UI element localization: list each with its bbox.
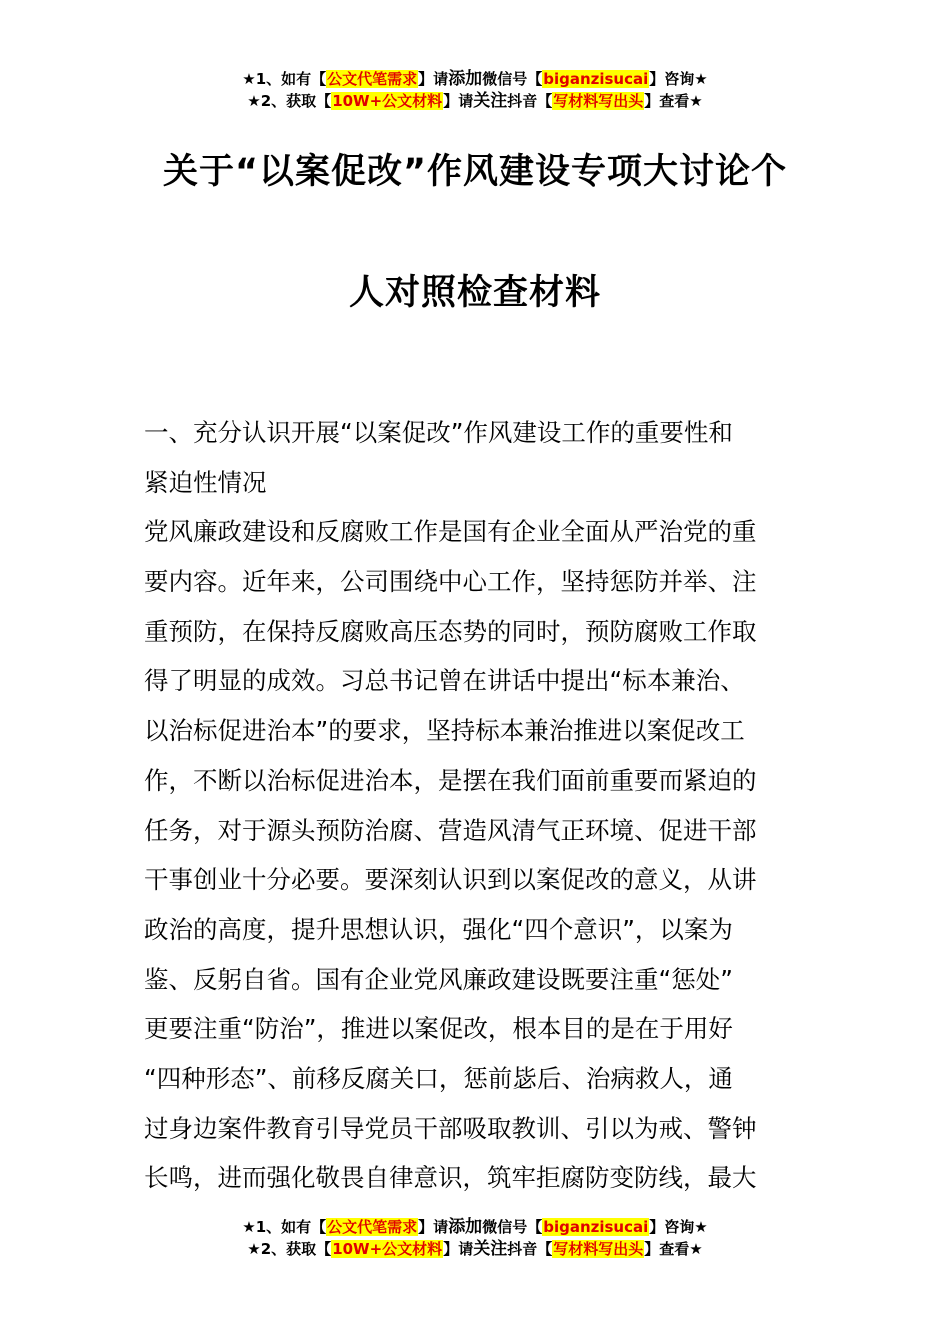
document-title-line-1: 关于“以案促改”作风建设专项大讨论个 (162, 152, 787, 192)
body-line: 作，不断以治标促进治本，是摆在我们面前重要而紧迫的 (144, 765, 757, 795)
banner-text: 】请 (443, 1240, 474, 1258)
banner-highlight: 写材料写出头 (553, 92, 644, 110)
body-line: 党风廉政建设和反腐败工作是国有企业全面从严治党的重 (144, 517, 757, 547)
body-line: “四种形态”、前移反腐关口，惩前毖后、治病救人，通 (144, 1063, 733, 1093)
banner-highlight: biganzisucai (543, 1218, 649, 1236)
body-line: 干事创业十分必要。要深刻认识到以案促改的意义，从讲 (144, 865, 757, 895)
heading-line: 一、充分认识开展“以案促改”作风建设工作的重要性和 (144, 418, 733, 447)
footer-banner (0, 1216, 950, 1260)
banner-text: 】查看★ (644, 92, 703, 110)
body-line: 以治标促进治本”的要求，坚持标本兼治推进以案促改工 (144, 716, 745, 746)
banner-text: 添加 (448, 69, 483, 89)
banner-text: ★2、获取【 (247, 92, 332, 110)
body-line: 要内容。近年来，公司围绕中心工作，坚持惩防并举、注 (144, 567, 757, 597)
body-line: 得了明显的成效。习总书记曾在讲话中提出“标本兼治、 (144, 666, 745, 696)
body-line: 过身边案件教育引导党员干部吸取教训、引以为戒、警钟 (144, 1113, 757, 1143)
banner-text: 关注 (473, 91, 508, 111)
banner-text: 添加 (448, 1217, 483, 1237)
body-line: 长鸣，进而强化敬畏自律意识，筑牢拒腐防变防线，最大 (144, 1163, 757, 1193)
banner-text: 关注 (473, 1239, 508, 1259)
body-line: 重预防，在保持反腐败高压态势的同时，预防腐败工作取 (144, 616, 757, 646)
banner-text: 】咨询★ (649, 70, 708, 88)
body-line: 更要注重“防治”，推进以案促改，根本目的是在于用好 (144, 1014, 733, 1044)
banner-highlight: 10W+公文材料 (332, 1240, 443, 1258)
banner-highlight: 写材料写出头 (553, 1240, 644, 1258)
banner-text: 】咨询★ (649, 1218, 708, 1236)
banner-text: ★1、如有【 (242, 1218, 327, 1236)
banner-highlight: 10W+公文材料 (332, 92, 443, 110)
banner-line-1 (0, 68, 950, 90)
banner-text: ★2、获取【 (247, 1240, 332, 1258)
banner-line-1 (0, 1216, 950, 1238)
banner-highlight: 公文代笔需求 (327, 70, 418, 88)
banner-highlight: 公文代笔需求 (327, 1218, 418, 1236)
banner-text: 抖音【 (507, 92, 553, 110)
body-line: 鉴、反躬自省。国有企业党风廉政建设既要注重“惩处” (144, 964, 733, 994)
body-line: 政治的高度，提升思想认识，强化“四个意识”，以案为 (144, 914, 733, 944)
section-heading (144, 408, 808, 507)
body-line: 任务，对于源头预防治腐、营造风清气正环境、促进干部 (144, 815, 757, 845)
document-title-line-2: 人对照检查材料 (348, 273, 601, 313)
banner-text: 】查看★ (644, 1240, 703, 1258)
banner-text: 】请 (418, 70, 449, 88)
heading-line: 紧迫性情况 (144, 467, 267, 497)
banner-text: 】请 (418, 1218, 449, 1236)
banner-line-2 (0, 90, 950, 112)
banner-text: ★1、如有【 (242, 70, 327, 88)
banner-text: 抖音【 (507, 1240, 553, 1258)
banner-text: 】请 (443, 92, 474, 110)
banner-text: 微信号【 (482, 70, 543, 88)
header-banner (0, 68, 950, 112)
banner-text: 微信号【 (482, 1218, 543, 1236)
body-paragraph (144, 507, 808, 1203)
banner-line-2 (0, 1238, 950, 1260)
banner-highlight: biganzisucai (543, 70, 649, 88)
document-body (144, 408, 808, 1203)
